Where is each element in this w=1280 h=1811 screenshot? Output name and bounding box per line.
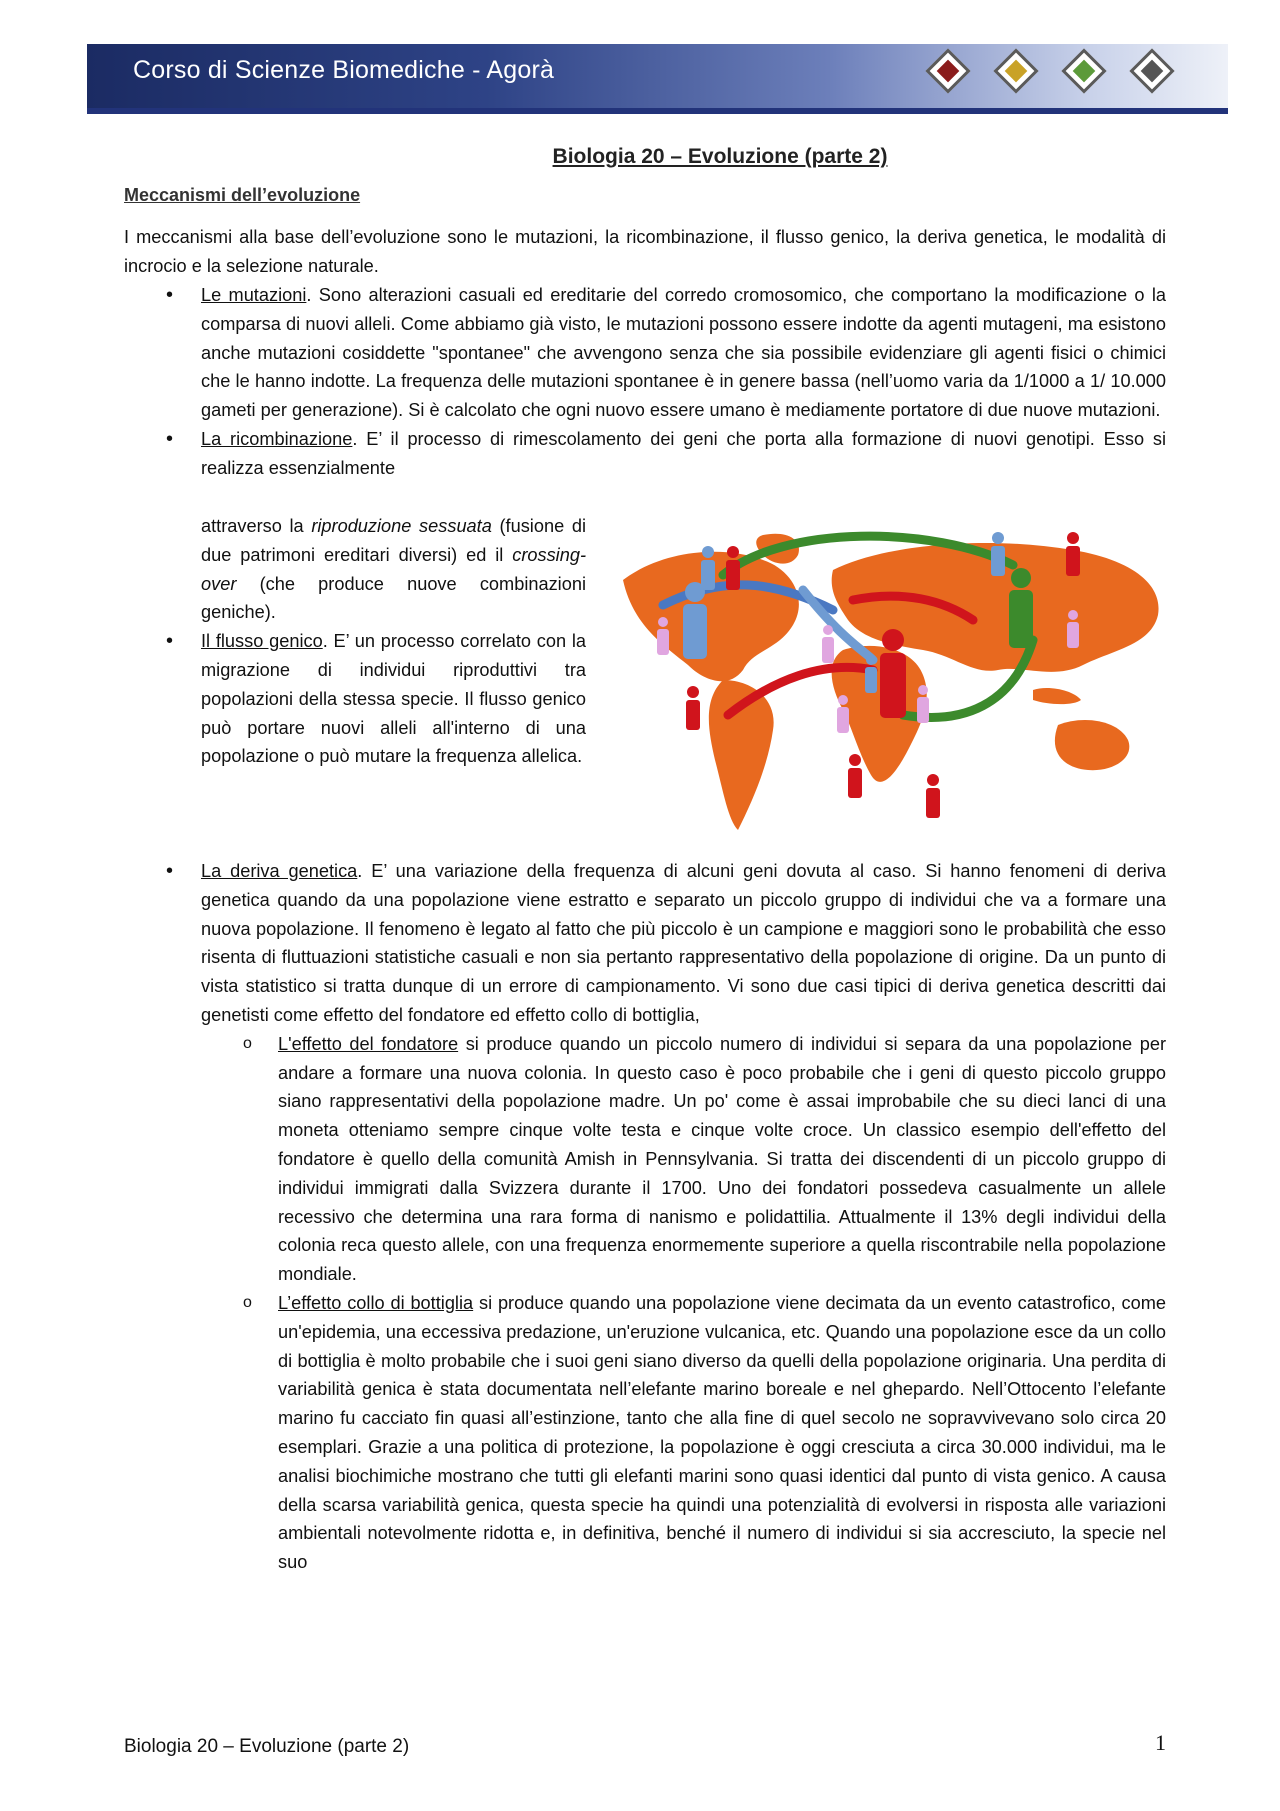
document-title: Biologia 20 – Evoluzione (parte 2) bbox=[552, 145, 888, 168]
banner-diamonds bbox=[922, 50, 1192, 104]
world-map-figure bbox=[603, 530, 1171, 840]
sub-item-fondatore bbox=[201, 1030, 1166, 1289]
person-pink-small-2 bbox=[1067, 610, 1079, 648]
person-pink-small-4 bbox=[917, 685, 929, 723]
term-crossing-over: crossing-over bbox=[201, 544, 586, 594]
diamond-icon-green bbox=[1061, 48, 1106, 93]
diamond-icon-gold bbox=[993, 48, 1038, 93]
float-text-column bbox=[166, 512, 586, 771]
text-ricombinazione-intro: . E’ il processo di rimescolamento dei geni che porta alla formazione di nuovi genotipi. Esso si realizza essenzialmente bbox=[201, 428, 1167, 478]
text-mutazioni: . Sono alterazioni casuali ed ereditarie del corredo cromosomico, che comportano la modificazione o la comparsa di nuovi alleli. Come abbiamo già visto, le mutazioni possono essere indotte da agenti mutageni, ma esistono anche mutazioni cosiddette "spontanee" che avvengono senza che sia possibile evidenziare gli agenti fisici o chimici che le hanno indotte. La frequenza delle mutazioni spontanee è in genere bassa (nell’uomo varia da 1/1000 a 1/ 10.000 gameti per generazione). Si è calcolato che ogni nuovo essere umano è mediamente portatore di due nuove mutazioni. bbox=[201, 285, 1167, 421]
mechanisms-list-continued bbox=[124, 857, 1166, 1577]
diamond-icon-red bbox=[925, 48, 970, 93]
text-ricombinazione-c: (che produce nuove combinazioni geniche). bbox=[201, 573, 586, 623]
banner-title: Corso di Scienze Biomediche - Agorà bbox=[133, 56, 555, 84]
text-deriva: . E’ una variazione della frequenza di alcuni geni dovuta al caso. Si hanno fenomeni di deriva genetica quando da una popolazione viene estratto e separato un piccolo gruppo di individui che va a formare una nuova popolazione. Il fenomeno è legato al fatto che più piccolo è un campione e maggiori sono le probabilità che esso risenta di fluttuazioni statistiche casuali e non sia pertanto rappresentativo della popolazione di origine. Da un punto di vista statistico si tratta dunque di un errore di campionamento. Vi sono due casi tipici di deriva genetica descritti dai genetisti come effetto del fondatore ed effetto collo di bottiglia, bbox=[201, 861, 1166, 1025]
text-flusso: . E’ un processo correlato con la migrazione di individui riproduttivi tra popolazioni della stessa specie. Il flusso genico può portare nuovi alleli all'interno di una popolazione o può mutare la frequenza allelica. bbox=[201, 631, 586, 767]
person-blue-small-2 bbox=[991, 532, 1005, 576]
page-number: 1 bbox=[1155, 1730, 1166, 1755]
term-flusso: Il flusso genico bbox=[201, 631, 323, 652]
header-banner bbox=[87, 44, 1228, 114]
person-red-large bbox=[880, 629, 906, 718]
footer-title: Biologia 20 – Evoluzione (parte 2) bbox=[124, 1736, 410, 1757]
person-pink-small-1 bbox=[657, 617, 669, 655]
list-item-flusso bbox=[124, 627, 586, 771]
term-riproduzione-sessuata: riproduzione sessuata bbox=[311, 516, 492, 536]
term-ricombinazione: La ricombinazione bbox=[201, 428, 353, 449]
sub-item-collo bbox=[201, 1289, 1166, 1577]
indonesia-shape bbox=[1033, 688, 1081, 704]
person-red-small-4 bbox=[848, 754, 862, 798]
text-ricombinazione-b2: (fusione di due patrimoni ereditari diversi) ed il bbox=[201, 516, 586, 565]
term-fondatore: L'effetto del fondatore bbox=[278, 1033, 459, 1054]
term-mutazioni: Le mutazioni bbox=[201, 285, 307, 305]
list-item-deriva bbox=[124, 857, 1166, 1577]
diamond-icon-grey bbox=[1129, 48, 1174, 93]
intro-paragraph: I meccanismi alla base dell’evoluzione sono le mutazioni, la ricombinazione, il flusso genico, la deriva genetica, le modalità di incrocio e la selezione naturale. bbox=[124, 227, 1166, 276]
person-blue-small-1 bbox=[701, 546, 715, 590]
person-red-small-1 bbox=[726, 546, 740, 590]
list-item-mutazioni bbox=[124, 281, 1166, 425]
person-green-large bbox=[1009, 568, 1033, 648]
person-red-small-3 bbox=[686, 686, 700, 730]
person-blue-large bbox=[683, 582, 707, 659]
person-red-small-5 bbox=[926, 774, 940, 818]
text-ricombinazione-via: attraverso la bbox=[201, 516, 312, 536]
term-deriva: La deriva genetica bbox=[201, 861, 358, 881]
text-fondatore: si produce quando un piccolo numero di individui si separa da una popolazione per andare a formare una nuova colonia. In questo caso è poco probabile che i geni di questo piccolo gruppo siano rappresentativi della popolazione madre. Un po' come è assai improbabile che su dieci lanci di una moneta otteniamo sempre cinque volte testa e cinque volte croce. Un classico esempio dell'effetto del fondatore è quello della comunità Amish in Pennsylvania. Si tratta dei discendenti di un piccolo gruppo di individui immigrati dalla Svizzera durante il 1700. Uno dei fondatori possedeva casualmente un allele recessivo che determina una rara forma di nanismo e polidattilia. Attualmente il 13% degli individui della colonia reca questo allele, con una frequenza enormemente superiore a quella riscontrabile nella popolazione mondiale. bbox=[278, 1033, 1166, 1285]
bullet-flusso: • bbox=[166, 630, 174, 653]
person-pink-small-3 bbox=[837, 695, 849, 733]
mechanisms-list bbox=[124, 281, 1166, 483]
ricombinazione-wrap bbox=[201, 512, 586, 627]
text-collo: si produce quando una popolazione viene decimata da un evento catastrofico, come un'epidemia, una eccessiva predazione, un'eruzione vulcanica, etc. Quando una popolazione esce da un collo di bottiglia è molto probabile che i suoi geni siano diverso da quelli della popolazione originaria. Una perdita di variabilità genica è stata documentata nell’elefante marino boreale e nel ghepardo. Nell’Ottocento l’elefante marino fu cacciato fin quasi all’estinzione, tanto che alla fine di quel secolo ne sopravvivevano solo circa 20 esemplari. Grazie a una politica di protezione, la popolazione è oggi cresciuta a circa 30.000 individui, ma le analisi biochimiche mostrano che tutti gli elefanti marini sono quasi identici dal punto di vista genico. A causa della scarsa variabilità genica, questa specie ha quindi una potenzialità di evolversi in risposta alle variazioni ambientali notevolmente ridotta e, in definitiva, benché il numero di individui si sia accresciuto, la specie nel suo bbox=[278, 1292, 1166, 1573]
australia-shape bbox=[1055, 720, 1129, 770]
person-red-small-2 bbox=[1066, 532, 1080, 576]
person-pink-small-5 bbox=[822, 625, 834, 663]
list-item-ricombinazione bbox=[124, 425, 1166, 483]
section-heading: Meccanismi dell’evoluzione bbox=[124, 185, 361, 205]
person-blue-small-3 bbox=[865, 655, 877, 693]
term-collo: L’effetto collo di bottiglia bbox=[278, 1292, 474, 1313]
deriva-sublist bbox=[201, 1030, 1166, 1577]
